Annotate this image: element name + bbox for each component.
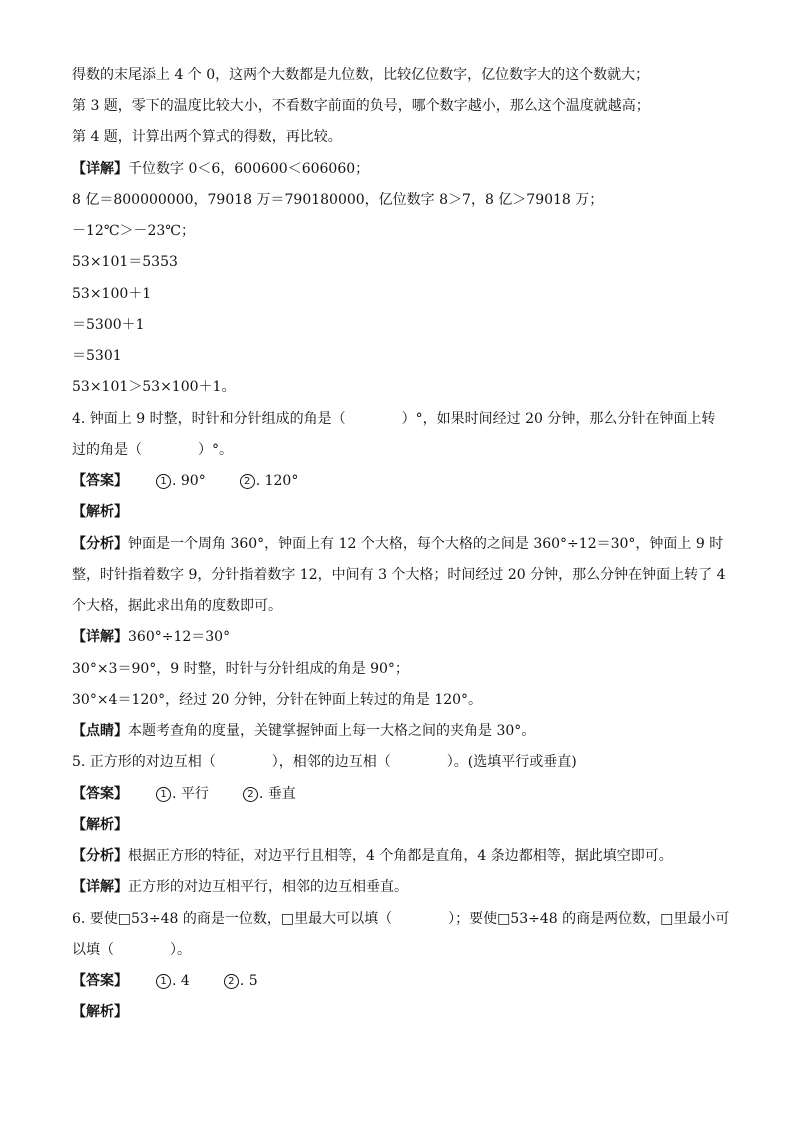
section-label-line <box>72 815 128 835</box>
answer-value: . 90° <box>172 473 206 489</box>
section-tag: 【解析】 <box>72 817 128 833</box>
line-text: ＝5301 <box>72 348 122 364</box>
text-line <box>72 627 230 647</box>
line-text: 个大格，据此求出角的度数即可。 <box>72 598 282 614</box>
answer-value: . 4 <box>172 973 190 989</box>
text-line <box>72 596 282 616</box>
line-text: 根据正方形的特征，对边平行且相等，4 个角都是直角，4 条边都相等，据此填空即可。 <box>128 848 673 864</box>
text-line <box>72 315 145 335</box>
text-line <box>72 127 342 147</box>
answer-option <box>156 971 190 991</box>
text-line <box>72 940 191 960</box>
text-line <box>72 752 577 772</box>
text-line <box>72 721 535 741</box>
answer-line <box>72 784 296 804</box>
line-text: 本题考查角的度量，关键掌握钟面上每一大格之间的夹角是 30°。 <box>128 723 536 739</box>
circled-number-icon: 2 <box>243 787 258 802</box>
text-line <box>72 659 409 679</box>
circled-number-icon: 2 <box>240 474 255 489</box>
section-tag: 【解析】 <box>72 1004 128 1020</box>
line-text: 5. 正方形的对边互相（ ），相邻的边互相（ ）。(选填平行或垂直) <box>72 754 577 770</box>
line-text: 360°÷12＝30° <box>128 629 231 645</box>
section-label-line <box>72 502 128 522</box>
answer-value: . 5 <box>239 973 258 989</box>
line-text: 6. 要使□53÷48 的商是一位数，□里最大可以填（ ）；要使□53÷48 的商是两位数，□里最小可 <box>72 911 730 927</box>
text-line <box>72 221 195 241</box>
text-line <box>72 877 408 897</box>
line-text: 以填（ ）。 <box>72 942 191 958</box>
answer-option <box>156 471 206 491</box>
line-text: 30°×4＝120°，经过 20 分钟，分针在钟面上转过的角是 120°。 <box>72 692 483 708</box>
line-text: 得数的末尾添上 4 个 0，这两个大数都是九位数，比较亿位数字，亿位数字大的这个数就大； <box>72 67 650 83</box>
line-text: 千位数字 0＜6，600600＜606060； <box>128 161 370 177</box>
line-text: 53×100＋1 <box>72 286 152 302</box>
answer-option <box>240 471 299 491</box>
text-line <box>72 190 603 210</box>
line-text: 过的角是（ ）°。 <box>72 442 233 458</box>
line-text: 53×101＞53×100＋1。 <box>72 379 236 395</box>
line-text: 整，时针指着数字 9，分针指着数字 12，中间有 3 个大格；时间经过 20 分钟，那么分钟在钟面上转了 4 <box>72 567 726 583</box>
answer-value: . 垂直 <box>258 786 296 802</box>
section-tag: 【详解】 <box>72 161 128 177</box>
circled-number-icon: 1 <box>156 787 171 802</box>
answer-option <box>243 784 296 804</box>
section-tag: 【分析】 <box>72 536 128 552</box>
text-line <box>72 65 649 85</box>
section-tag: 【详解】 <box>72 629 128 645</box>
line-text: 正方形的对边互相平行，相邻的边互相垂直。 <box>128 879 408 895</box>
section-tag: 【解析】 <box>72 504 128 520</box>
answer-line <box>72 971 258 991</box>
line-text: 30°×3＝90°，9 时整，时针与分针组成的角是 90°； <box>72 661 409 677</box>
text-line <box>72 409 715 429</box>
section-tag: 【答案】 <box>72 973 128 989</box>
line-text: 第 4 题，计算出两个算式的得数，再比较。 <box>72 129 342 145</box>
section-tag: 【分析】 <box>72 848 128 864</box>
circled-number-icon: 2 <box>224 974 239 989</box>
circled-number-icon: 1 <box>156 974 171 989</box>
section-tag: 【答案】 <box>72 786 128 802</box>
text-line <box>72 534 723 554</box>
section-tag: 【答案】 <box>72 473 128 489</box>
line-text: ＝5300＋1 <box>72 317 145 333</box>
line-text: 8 亿＝800000000，79018 万＝790180000，亿位数字 8＞7，8 亿＞79018 万； <box>72 192 604 208</box>
circled-number-icon: 1 <box>156 474 171 489</box>
text-line <box>72 159 369 179</box>
text-line <box>72 284 151 304</box>
answer-value: . 120° <box>255 473 299 489</box>
text-line <box>72 252 178 272</box>
text-line <box>72 96 650 116</box>
line-text: －12℃＞－23℃； <box>72 223 195 239</box>
text-line <box>72 346 122 366</box>
text-line <box>72 909 729 929</box>
line-text: 53×101＝5353 <box>72 254 178 270</box>
text-line <box>72 440 233 460</box>
line-text: 4. 钟面上 9 时整，时针和分针组成的角是（ ）°，如果时间经过 20 分钟，那么分针在钟面上转 <box>72 411 716 427</box>
text-line <box>72 846 673 866</box>
section-tag: 【详解】 <box>72 879 128 895</box>
section-label-line <box>72 1002 128 1022</box>
answer-line <box>72 471 298 491</box>
answer-value: . 平行 <box>172 786 209 802</box>
text-line <box>72 377 235 397</box>
section-tag: 【点睛】 <box>72 723 128 739</box>
line-text: 钟面是一个周角 360°，钟面上有 12 个大格，每个大格的之间是 360°÷12＝30°，钟面上 9 时 <box>128 536 724 552</box>
text-line <box>72 565 726 585</box>
line-text: 第 3 题，零下的温度比较大小，不看数字前面的负号，哪个数字越小，那么这个温度就越高； <box>72 98 650 114</box>
text-line <box>72 690 482 710</box>
answer-option <box>156 784 209 804</box>
answer-option <box>224 971 258 991</box>
